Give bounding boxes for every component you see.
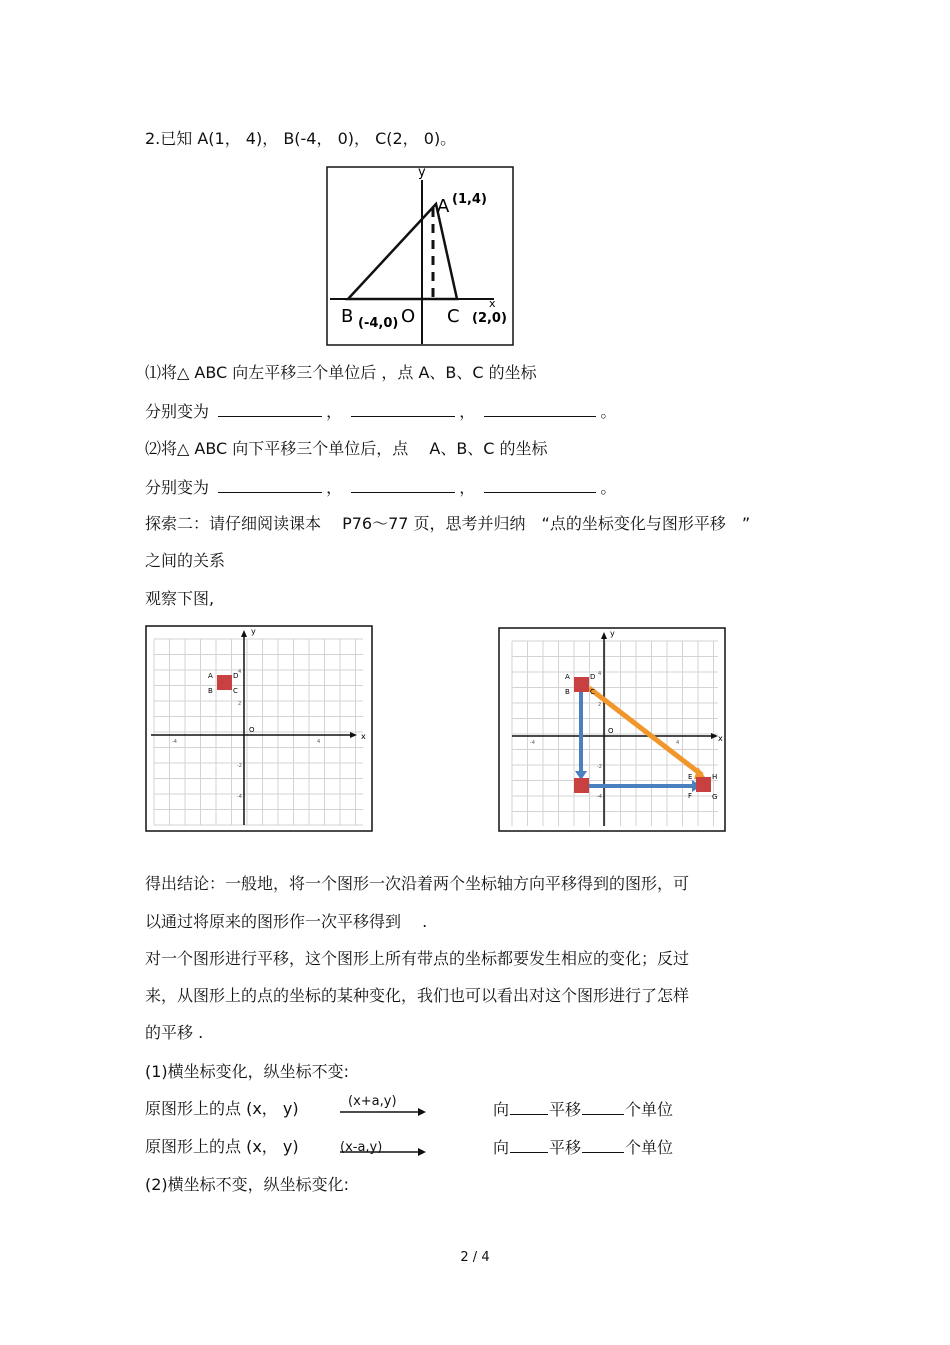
direction-blank[interactable]: [510, 1098, 548, 1115]
point-f-label: F: [688, 792, 693, 800]
point-c-label: C: [233, 687, 238, 695]
separator: ，: [459, 402, 476, 421]
part2-prefix: 分别变为: [145, 478, 210, 497]
y-label: y: [251, 627, 256, 636]
period: 。: [600, 402, 617, 421]
rule1-heading: (1)横坐标变化，纵坐标不变:: [145, 1062, 350, 1081]
tick-label: 2: [598, 702, 602, 708]
tick-label: 4: [676, 740, 680, 746]
point-d-label: D: [590, 673, 596, 681]
move-word: 平移: [549, 1100, 582, 1119]
conclusion-line5: 的平移 .: [145, 1023, 204, 1042]
tick-label: 2: [238, 701, 242, 707]
tick-label: -4: [172, 739, 177, 745]
answer-blank[interactable]: [218, 476, 322, 493]
answer-blank[interactable]: [351, 400, 455, 417]
tick-label: -4: [597, 794, 602, 800]
part2-line1: ⑵将△ ABC 向下平移三个单位后，点 A、B、C 的坐标: [145, 439, 548, 458]
answer-blank[interactable]: [351, 476, 455, 493]
red-square-original: [574, 677, 589, 692]
direction-blank[interactable]: [510, 1136, 548, 1153]
answer-blank[interactable]: [218, 400, 322, 417]
left-grid-figure: [145, 625, 373, 832]
part1-line1: ⑴将△ ABC 向左平移三个单位后 ，点 A、B、C 的坐标: [145, 363, 537, 382]
point-h-label: H: [712, 773, 718, 781]
observe-text: 观察下图,: [145, 589, 215, 608]
point-c-label: C: [447, 306, 460, 327]
point-b-label: B: [208, 687, 213, 695]
x-label: x: [718, 734, 723, 743]
red-square-final: [696, 777, 711, 792]
conclusion-line1: 得出结论：一般地，将一个图形一次沿着两个坐标轴方向平移得到的图形，可: [145, 874, 690, 893]
point-a-label: A: [565, 673, 570, 681]
tick-label: -4: [237, 794, 242, 800]
answer-blank[interactable]: [484, 476, 596, 493]
separator: ，: [326, 402, 343, 421]
rule2-heading: (2)横坐标不变，纵坐标变化:: [145, 1175, 350, 1194]
red-square-down: [574, 778, 589, 793]
y-label: y: [418, 166, 426, 180]
conclusion-line3: 对一个图形进行平移，这个图形上所有带点的坐标都要发生相应的变化；反过: [145, 949, 690, 968]
rule1-answer: [493, 1098, 673, 1121]
dir-word: 向: [493, 1100, 510, 1119]
point-a-coord: (1,4): [452, 192, 487, 207]
point-a-label: A: [208, 672, 213, 680]
separator: ，: [326, 478, 343, 497]
conclusion-line4: 来，从图形上的点的坐标的某种变化，我们也可以看出对这个图形进行了怎样: [145, 986, 690, 1005]
y-label: y: [610, 629, 615, 638]
point-a-label: A: [437, 196, 450, 217]
dir-word: 向: [493, 1138, 510, 1157]
point-c-coord: (2,0): [472, 311, 507, 326]
rule1-row: [145, 1098, 299, 1120]
tick-label: -2: [237, 763, 242, 769]
conclusion-line2: 以通过将原来的图形作一次平移得到 .: [145, 912, 428, 931]
tick-label: 4: [238, 669, 242, 675]
rule2-row: [145, 1136, 299, 1158]
question-title: 2.已知 A(1， 4)， B(-4， 0)， C(2， 0)。: [145, 129, 457, 148]
point-c-label: C: [590, 688, 595, 696]
point-b-label: B: [341, 306, 354, 327]
point-b-label: B: [565, 688, 570, 696]
unit-word: 个单位: [625, 1138, 674, 1157]
explore-line2: 之间的关系: [145, 551, 226, 570]
origin-label: O: [249, 726, 255, 734]
answer-blank[interactable]: [484, 400, 596, 417]
x-label: x: [361, 732, 366, 741]
period: 。: [600, 478, 617, 497]
point-d-label: D: [233, 672, 239, 680]
move-word: 平移: [549, 1138, 582, 1157]
page-number: 2 / 4: [460, 1250, 490, 1265]
arrow-label-minus: (x-a,y): [340, 1140, 383, 1155]
tick-label: 4: [598, 671, 602, 677]
separator: ，: [459, 478, 476, 497]
point-b-coord: (-4,0): [358, 316, 399, 331]
tick-label: -2: [597, 764, 602, 770]
x-label: x: [489, 297, 496, 310]
rule-prefix: 原图形上的点 (x， y): [145, 1099, 299, 1118]
point-e-label: E: [688, 773, 693, 781]
tick-label: 4: [317, 739, 321, 745]
units-blank[interactable]: [582, 1098, 624, 1115]
rule2-answer: [493, 1136, 673, 1159]
origin-label: O: [401, 306, 416, 327]
origin-label: O: [608, 727, 614, 735]
part1-prefix: 分别变为: [145, 402, 210, 421]
units-blank[interactable]: [582, 1136, 624, 1153]
right-grid-figure: [498, 627, 726, 832]
arrow-label-plus: (x+a,y): [348, 1094, 397, 1109]
unit-word: 个单位: [625, 1100, 674, 1119]
transform-arrow-icon: [340, 1147, 428, 1157]
part1-line2: [145, 400, 616, 423]
transform-arrow-icon: [340, 1107, 428, 1117]
triangle-figure: [326, 166, 514, 346]
rule-prefix: 原图形上的点 (x， y): [145, 1137, 299, 1156]
point-g-label: G: [712, 793, 718, 801]
red-square: [217, 675, 232, 690]
part2-line2: [145, 476, 616, 499]
explore-line1: 探索二：请仔细阅读课本 P76～77 页，思考并归纳 “点的坐标变化与图形平移 ”: [145, 514, 751, 533]
tick-label: -4: [530, 740, 535, 746]
